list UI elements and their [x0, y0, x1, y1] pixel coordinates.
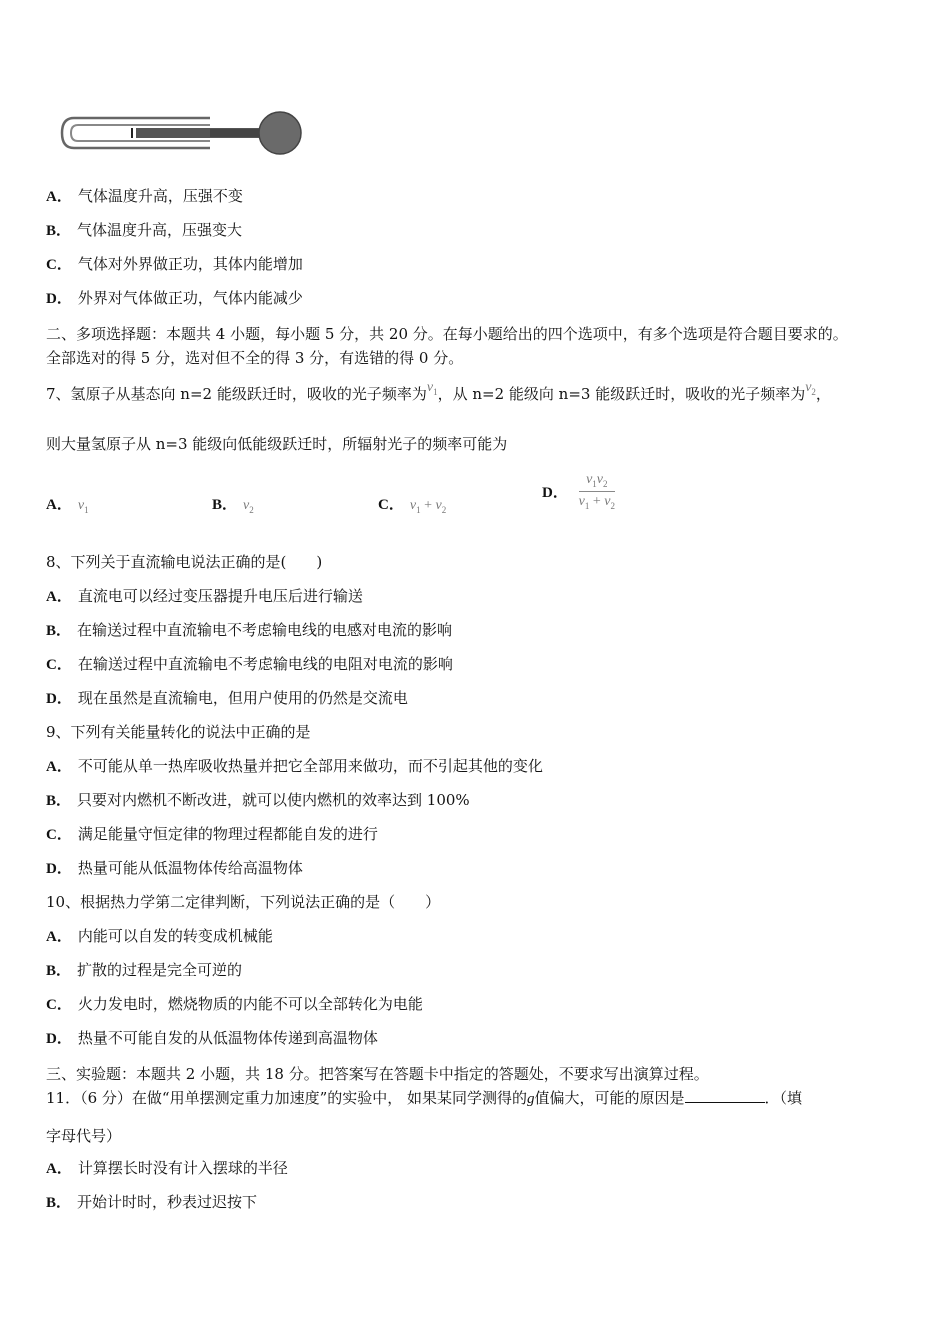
subscript: 2: [603, 478, 608, 489]
v-symbol: v: [604, 493, 611, 509]
section-3-heading: 三、实验题：本题共 2 小题，共 18 分。把答案写在答题卡中指定的答题处，不要求写出演算过程。: [46, 1065, 709, 1083]
subscript: 2: [249, 504, 254, 515]
math-expr: [78, 498, 89, 513]
option-letter: B．: [46, 223, 72, 239]
option-text: 满足能量守恒定律的物理过程都能自发的进行: [77, 825, 378, 843]
option-letter: C．: [378, 497, 404, 513]
numerator: [579, 472, 615, 492]
q10-option-a: [46, 926, 273, 947]
gas-thermometer-figure: [60, 108, 306, 158]
q8-option-c: [46, 654, 453, 675]
option-letter: D．: [46, 291, 72, 307]
option-letter: D．: [46, 1031, 72, 1047]
option-letter: A．: [46, 497, 72, 513]
q11-text-part1: 11．（6 分）在做“用单摆测定重力加速度”的实验中， 如果某同学测得的: [46, 1089, 528, 1107]
option-letter: B．: [46, 793, 72, 809]
q6-option-d: [46, 288, 303, 309]
subscript: 2: [441, 504, 447, 515]
tube-stem: [210, 129, 266, 137]
math-expr: [410, 498, 446, 513]
q10-option-d: [46, 1028, 378, 1049]
option-letter: A．: [46, 589, 72, 605]
q10-stem: 10、根据热力学第二定律判断，下列说法正确的是（ ）: [46, 893, 441, 911]
option-letter: D．: [46, 691, 72, 707]
v-symbol: v: [77, 498, 85, 513]
q7-text-part3: ，: [815, 385, 831, 403]
option-letter: B．: [46, 1195, 72, 1211]
q7-symbol-v1: [427, 380, 438, 395]
option-letter: B．: [46, 623, 72, 639]
q11-option-b: [46, 1192, 257, 1213]
q8-option-d: [46, 688, 408, 709]
option-letter: A．: [46, 1161, 72, 1177]
q7-stem-line1: [46, 380, 831, 410]
q11-text-part2: 值偏大，可能的原因是: [534, 1089, 685, 1107]
option-text: 气体对外界做正功，其体内能增加: [77, 255, 303, 273]
q7-option-a: [46, 494, 89, 520]
q7-stem-line2: 则大量氢原子从 n=3 能级向低能级跃迁时，所辐射光子的频率可能为: [46, 435, 508, 453]
v-symbol: v: [435, 498, 442, 513]
option-letter: D．: [542, 484, 568, 501]
q9-option-c: [46, 824, 378, 845]
option-text: 热量可能从低温物体传给高温物体: [77, 859, 303, 877]
option-text: 外界对气体做正功，气体内能减少: [77, 289, 303, 307]
option-letter: A．: [46, 189, 72, 205]
v-symbol: v: [426, 380, 434, 395]
q7-text-part2: ，从 n=2 能级向 n=3 能级跃迁时，吸收的光子频率为: [437, 385, 806, 403]
option-text: 热量不可能自发的从低温物体传递到高温物体: [77, 1029, 378, 1047]
q8-stem: 8、下列关于直流输电说法正确的是( ): [46, 553, 323, 571]
option-text: 扩散的过程是完全可逆的: [77, 961, 243, 979]
v-symbol: v: [586, 472, 593, 487]
option-text: 不可能从单一热库吸收热量并把它全部用来做功，而不引起其他的变化: [77, 757, 543, 775]
bulb: [259, 112, 301, 154]
option-text: 气体温度升高，压强不变: [77, 187, 243, 205]
option-text: 计算摆长时没有计入摆球的半径: [77, 1159, 288, 1177]
option-text: 只要对内燃机不断改进，就可以使内燃机的效率达到 100%: [77, 791, 470, 809]
option-text: 内能可以自发的转变成机械能: [77, 927, 273, 945]
v-symbol: v: [805, 380, 812, 395]
v-symbol: v: [596, 472, 604, 487]
option-text: 在输送过程中直流输电不考虑输电线的电感对电流的影响: [77, 621, 453, 639]
q8-option-a: [46, 586, 363, 607]
subscript: 1: [433, 386, 438, 397]
q11-option-a: [46, 1158, 288, 1179]
q9-option-a: [46, 756, 543, 777]
q7-option-d: [542, 472, 615, 511]
q10-option-c: [46, 994, 423, 1015]
plus-sign: +: [589, 493, 605, 509]
option-text: 气体温度升高，压强变大: [77, 221, 243, 239]
option-letter: D．: [46, 861, 72, 877]
fraction: [579, 472, 615, 511]
v-symbol: v: [243, 498, 250, 513]
option-letter: A．: [46, 759, 72, 775]
section-2-scoring: 全部选对的得 5 分，选对但不全的得 3 分，有选错的得 0 分。: [46, 349, 464, 367]
q7-text-part1: 7、氢原子从基态向 n=2 能级跃迁时，吸收的光子频率为: [46, 385, 427, 403]
option-text: 现在虽然是直流输电，但用户使用的仍然是交流电: [77, 689, 408, 707]
q7-symbol-v2: [805, 380, 816, 395]
q9-stem: 9、下列有关能量转化的说法中正确的是: [46, 723, 311, 741]
v-symbol: v: [409, 498, 417, 513]
plus-sign: +: [420, 498, 436, 513]
q9-option-d: [46, 858, 303, 879]
q6-option-b: [46, 220, 242, 241]
q8-option-b: [46, 620, 452, 641]
option-text: 直流电可以经过变压器提升电压后进行输送: [77, 587, 363, 605]
q7-option-c: [378, 494, 446, 520]
subscript: 2: [811, 386, 816, 397]
subscript: 1: [592, 478, 597, 489]
answer-blank[interactable]: [685, 1088, 765, 1103]
option-letter: C．: [46, 657, 72, 673]
subscript: 1: [584, 500, 590, 511]
option-text: 火力发电时，燃烧物质的内能不可以全部转化为电能: [77, 995, 423, 1013]
option-text: 开始计时时，秒表过迟按下: [77, 1193, 258, 1211]
section-2-heading: 二、多项选择题：本题共 4 小题，每小题 5 分，共 20 分。在每小题给出的四个选项中，有多个选项是符合题目要求的。: [46, 325, 848, 343]
q11-text-part3: ．（填: [764, 1089, 803, 1107]
subscript: 2: [610, 500, 615, 511]
option-letter: B．: [212, 497, 238, 513]
q10-option-b: [46, 960, 242, 981]
q11-stem-line2: 字母代号）: [46, 1127, 122, 1145]
option-letter: A．: [46, 929, 72, 945]
v-symbol: v: [578, 493, 585, 509]
q6-option-a: [46, 186, 243, 207]
option-letter: C．: [46, 257, 72, 273]
denominator: [579, 492, 615, 511]
g-symbol: g: [527, 1091, 535, 1107]
q6-option-c: [46, 254, 303, 275]
option-letter: B．: [46, 963, 72, 979]
subscript: 1: [84, 504, 89, 515]
q11-stem-line1: [46, 1088, 802, 1109]
q7-option-b: [212, 494, 254, 520]
math-expr: [243, 498, 254, 513]
option-letter: C．: [46, 827, 72, 843]
subscript: 1: [416, 504, 421, 515]
q9-option-b: [46, 790, 470, 811]
option-text: 在输送过程中直流输电不考虑输电线的电阻对电流的影响: [77, 655, 453, 673]
option-letter: C．: [46, 997, 72, 1013]
